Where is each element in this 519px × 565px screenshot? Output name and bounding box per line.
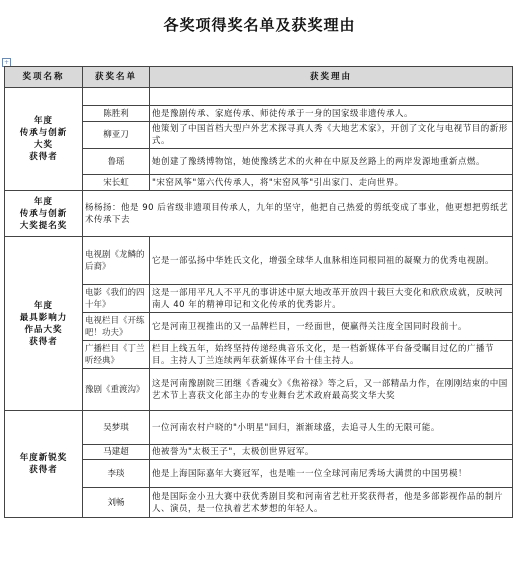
winner-reason: 她创建了豫绣博物馆，她使豫绣艺术的火种在中原及丝路上的两岸发源地重新点燃。 <box>150 149 513 175</box>
category-line: 传承与创新 <box>19 208 68 219</box>
category-line: 作品大奖 <box>24 324 63 335</box>
category-rising-star <box>5 411 83 518</box>
winner-name: 豫剧《重渡沟》 <box>83 369 150 411</box>
winner-name: 马建超 <box>83 445 150 460</box>
category-inheritance-innovation <box>5 88 83 191</box>
winner-reason: 他是豫剧传承、家庭传承、师徒传承于一身的国家级非遗传承人。 <box>150 106 513 122</box>
table-row <box>5 411 513 445</box>
winner-name: 电视剧《龙鳞的后裔》 <box>83 237 150 285</box>
winner-reason: "宋窑风筝"第六代传承人，将"宋窑风筝"引出家门、走向世界。 <box>150 175 513 191</box>
category-inheritance-nomination <box>5 191 83 237</box>
category-line: 大奖 <box>33 140 53 150</box>
winner-reason: 它是一部弘扬中华姓氏文化，增强全球华人血脉相连同根同祖的凝聚力的优秀电视剧。 <box>150 237 513 285</box>
category-line: 获得者 <box>29 336 58 347</box>
table-row <box>5 88 513 106</box>
category-line: 年度 <box>33 300 53 311</box>
header-winner-list: 获奖名单 <box>83 67 150 88</box>
category-line: 获得者 <box>29 465 58 475</box>
winner-name <box>83 88 150 106</box>
winner-name: 宋长虹 <box>83 175 150 191</box>
table-row <box>5 237 513 285</box>
header-reason: 获奖理由 <box>150 67 513 88</box>
winner-name: 广播栏目《丁兰听经典》 <box>83 341 150 369</box>
winner-reason: 这是河南豫剧院三团继《香魂女》《焦裕禄》等之后，又一部精品力作，在刚刚结束的中国艺术节上喜获文化部主办的专业舞台艺术政府最高奖文华大奖 <box>150 369 513 411</box>
winner-reason <box>150 88 513 106</box>
winner-reason: 栏目上线五年，始终坚持传递经典音乐文化，是一档新媒体平台备受瞩目过亿的广播节目。主持人丁兰连续两年获新媒体平台十佳主持人。 <box>150 341 513 369</box>
winner-name: 电视栏目《开练吧！功夫》 <box>83 313 150 341</box>
winner-name: 吴梦琪 <box>83 411 150 445</box>
winner-reason: 他是上海国际嘉年大赛冠军，也是唯一一位全球河南尼秀场大满贯的中国男模！ <box>150 460 513 488</box>
winner-name: 鲁瑶 <box>83 149 150 175</box>
winner-name: 陈胜利 <box>83 106 150 122</box>
table-anchor-icon[interactable]: + <box>3 59 10 66</box>
winner-reason: 这是一部用平凡人不平凡的事讲述中原大地改革开放四十载巨大变化和欣欣成就，反映河南人 40 年的精神印记和文化传承的优秀影片。 <box>150 285 513 313</box>
nomination-detail: 杨杨扬：他是 90 后省级非遗项目传承人，九年的坚守，他把自己热爱的剪纸变成了事业，他更想把剪纸艺术传承下去 <box>83 191 513 237</box>
winner-reason: 他策划了中国首档大型户外艺术探寻真人秀《大地艺术家》，开创了文化与电视节目的新形式。 <box>150 122 513 149</box>
winner-reason: 他是国际金小丑大赛中获优秀剧目奖和河南省艺杜开奖获得者，他是多部影视作品的制片人、演员，是一位执着艺术梦想的年轻人。 <box>150 488 513 518</box>
category-line: 传承与创新 <box>19 128 68 138</box>
winner-name: 李琰 <box>83 460 150 488</box>
winner-reason: 一位河南农村户晓的"小明星"回归，渐渐球盛，去追寻人生的无限可能。 <box>150 411 513 445</box>
category-line: 最具影响力 <box>19 312 68 323</box>
winner-name: 电影《我们的四十年》 <box>83 285 150 313</box>
winner-name: 刘畅 <box>83 488 150 518</box>
winner-reason: 他被誉为"太极王子"，太极创世界冠军。 <box>150 445 513 460</box>
category-line: 获得者 <box>29 152 58 162</box>
category-line: 年度 <box>33 196 53 207</box>
awards-table <box>4 66 513 518</box>
category-line: 大奖提名奖 <box>19 220 68 231</box>
table-row <box>5 191 513 237</box>
category-line: 年度 <box>33 116 53 126</box>
category-line: 年度新锐奖 <box>19 453 68 463</box>
category-most-influential-work <box>5 237 83 411</box>
table-header-row <box>5 67 513 88</box>
header-award-name: 奖项名称 <box>5 67 83 88</box>
winner-reason: 它是河南卫视推出的又一品牌栏目，一经面世，便赢得关注度全国同时段前十。 <box>150 313 513 341</box>
winner-name: 柳亚刀 <box>83 122 150 149</box>
page-title: 各奖项得奖名单及获奖理由 <box>163 16 356 34</box>
